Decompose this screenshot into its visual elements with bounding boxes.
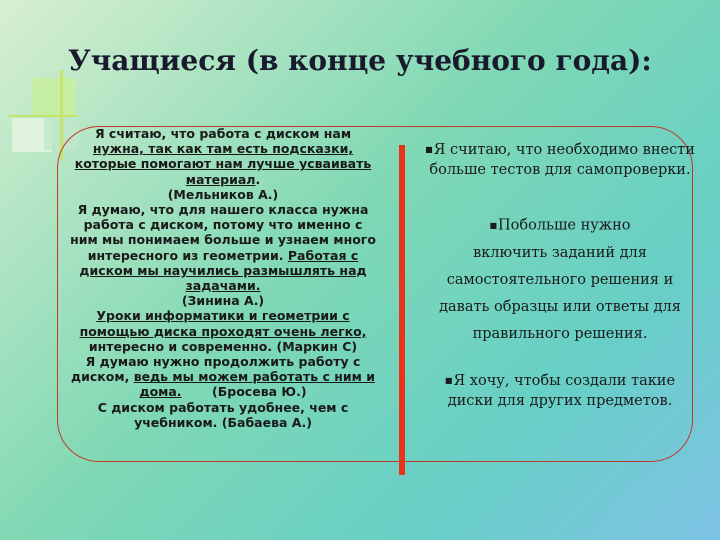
slide-title: Учащиеся (в конце учебного года):	[68, 44, 652, 77]
quote-line: С диском работать удобнее, чем с	[97, 399, 349, 415]
quote-line: Я считаю, что работа с диском нам	[94, 126, 352, 141]
column-divider	[399, 145, 405, 475]
quote-line: интересного из геометрии. Работая с	[87, 247, 359, 263]
quote-line: ним мы понимаем больше и узнаем много	[70, 232, 376, 248]
bullet-icon: ■	[444, 376, 453, 385]
quote-line: помощью диска проходят очень легко,	[79, 323, 367, 339]
quote-line: которые помогают нам лучше усваивать	[74, 156, 372, 172]
quote-line: нужна, так как там есть подсказки,	[92, 141, 354, 157]
bullet-icon: ■	[425, 145, 433, 154]
quote-author: (Зинина А.)	[181, 293, 265, 309]
suggestion-tests: ■Я считаю, что необходимо внести больше тестов для самопроверки.	[425, 142, 695, 178]
quote-author: (Мельников А.)	[167, 186, 279, 202]
decor-square	[32, 78, 76, 116]
quote-line: работа с диском, потому что именно с	[83, 217, 363, 233]
quote-line: диском, ведь мы можем работать с ним и	[71, 369, 375, 385]
quote-line: материал.	[185, 171, 261, 187]
quote-line: задачами.	[185, 278, 261, 294]
quote-line: Я думаю, что для нашего класса нужна	[77, 202, 369, 218]
decor-line	[8, 115, 78, 117]
bullet-icon: ■	[489, 221, 497, 230]
quote-line: интересно и современно. (Маркин С)	[88, 338, 358, 354]
suggestion-other-subjects: ■Я хочу, чтобы создали такие диски для других предметов.	[444, 373, 676, 409]
suggestion-tasks: ■Побольше нужно включить заданий для самостоятельного решения и давать образцы или ответы для правильного решения.	[439, 217, 681, 342]
quote-line: Уроки информатики и геометрии с	[96, 308, 350, 324]
quote-line: учебником. (Бабаева А.)	[134, 414, 312, 430]
quote-line: Я думаю нужно продолжить работу с	[85, 354, 361, 370]
quote-line: дома. (Бросева Ю.)	[139, 384, 307, 400]
student-quotes	[64, 126, 382, 430]
quote-line: диском мы научились размышлять над	[79, 262, 367, 278]
